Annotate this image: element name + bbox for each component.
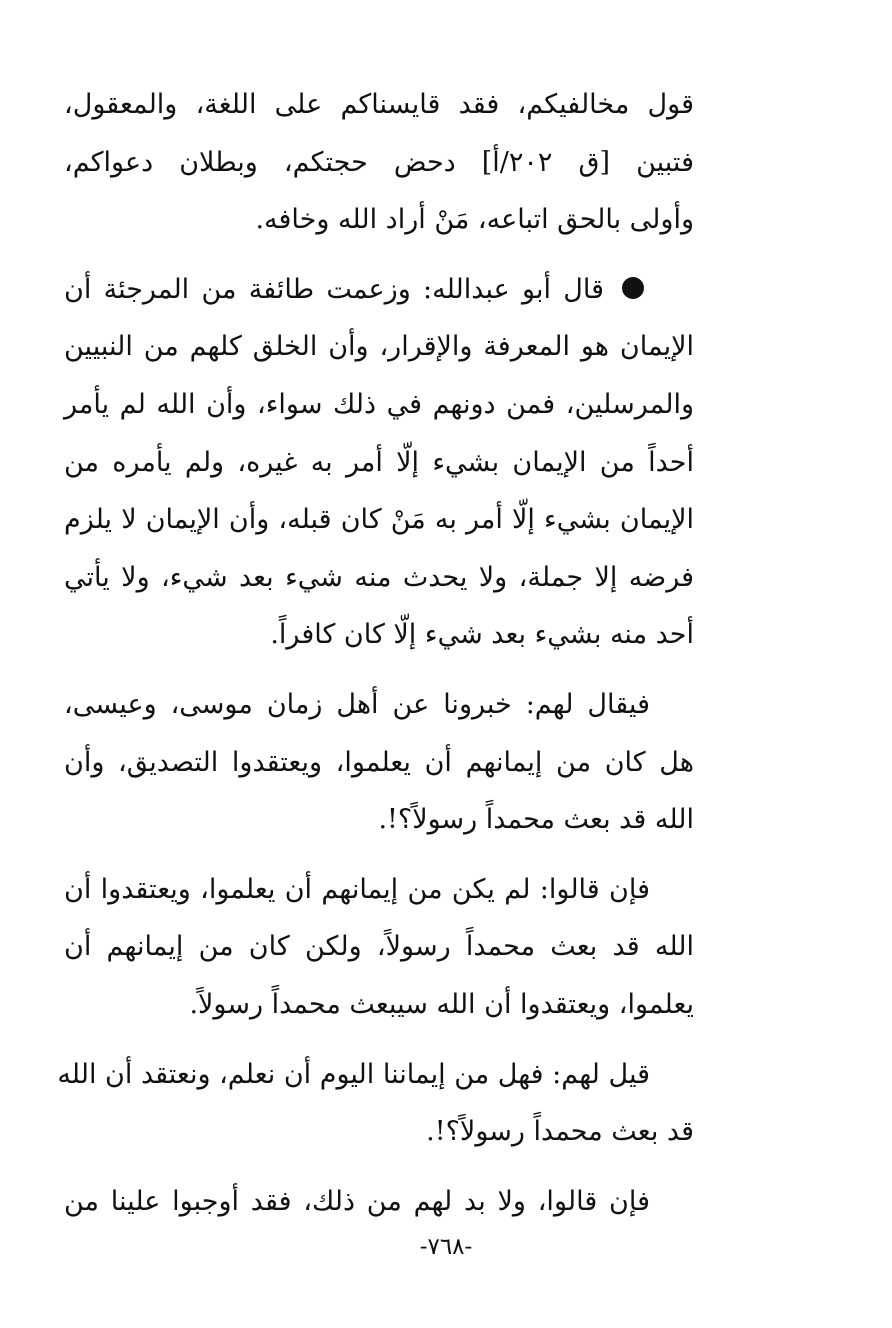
text-line: أحداً من الإيمان بشيء إلّا أمر به غيره، ولم يأمره من <box>64 446 694 478</box>
text-line: والمرسلين، فمن دونهم في ذلك سواء، وأن الله لم يأمر <box>64 388 694 420</box>
text-line-with-bullet <box>64 261 694 319</box>
paragraph-3 <box>64 676 694 849</box>
text-line: قيل لهم: فهل من إيماننا اليوم أن نعلم، ونعتقد أن الله <box>57 1058 650 1090</box>
text-line: فإن قالوا، ولا بد لهم من ذلك، فقد أوجبوا علينا من <box>64 1185 650 1217</box>
text-line: يعلموا، ويعتقدوا أن الله سيبعث محمداً رسولاً. <box>189 988 694 1020</box>
paragraph-5 <box>57 1046 694 1161</box>
paragraph-4 <box>64 861 694 1034</box>
text-line: فيقال لهم: خبرونا عن أهل زمان موسى، وعيسى، <box>64 688 650 720</box>
paragraph-6 <box>64 1173 694 1231</box>
text-line: قد بعث محمداً رسولاً؟!. <box>426 1116 694 1148</box>
page-body <box>57 76 694 1242</box>
text-line: الإيمان بشيء إلّا أمر به مَنْ كان قبله، وأن الإيمان لا يلزم <box>64 504 694 536</box>
text-line: الله قد بعث محمداً رسولاً؟!. <box>378 804 694 836</box>
paragraph-1 <box>64 76 694 249</box>
page-number: -٧٦٨- <box>419 1234 473 1260</box>
text-line: قال أبو عبدالله: وزعمت طائفة من المرجئة أن <box>64 273 604 305</box>
text-line: فرضه إلا جملة، ولا يحدث منه شيء بعد شيء، ولا يأتي <box>64 561 694 593</box>
paragraph-2 <box>64 261 694 664</box>
text-line: الله قد بعث محمداً رسولاً، ولكن كان من إيمانهم أن <box>64 931 694 963</box>
text-line: فتبين [ق ٢٠٢/أ] دحض حجتكم، وبطلان دعواكم، <box>64 146 694 178</box>
bullet-icon <box>622 277 644 299</box>
text-line: قول مخالفيكم، فقد قايسناكم على اللغة، والمعقول، <box>64 89 694 120</box>
text-line: هل كان من إيمانهم أن يعلموا، ويعتقدوا التصديق، وأن <box>64 746 694 778</box>
text-line: فإن قالوا: لم يكن من إيمانهم أن يعلموا، ويعتقدوا أن <box>64 873 650 905</box>
text-line: وأولى بالحق اتباعه، مَنْ أراد الله وخافه. <box>255 204 694 236</box>
text-line: أحد منه بشيء بعد شيء إلّا كان كافراً. <box>270 619 694 651</box>
text-line: الإيمان هو المعرفة والإقرار، وأن الخلق كلهم من النبيين <box>64 331 694 363</box>
